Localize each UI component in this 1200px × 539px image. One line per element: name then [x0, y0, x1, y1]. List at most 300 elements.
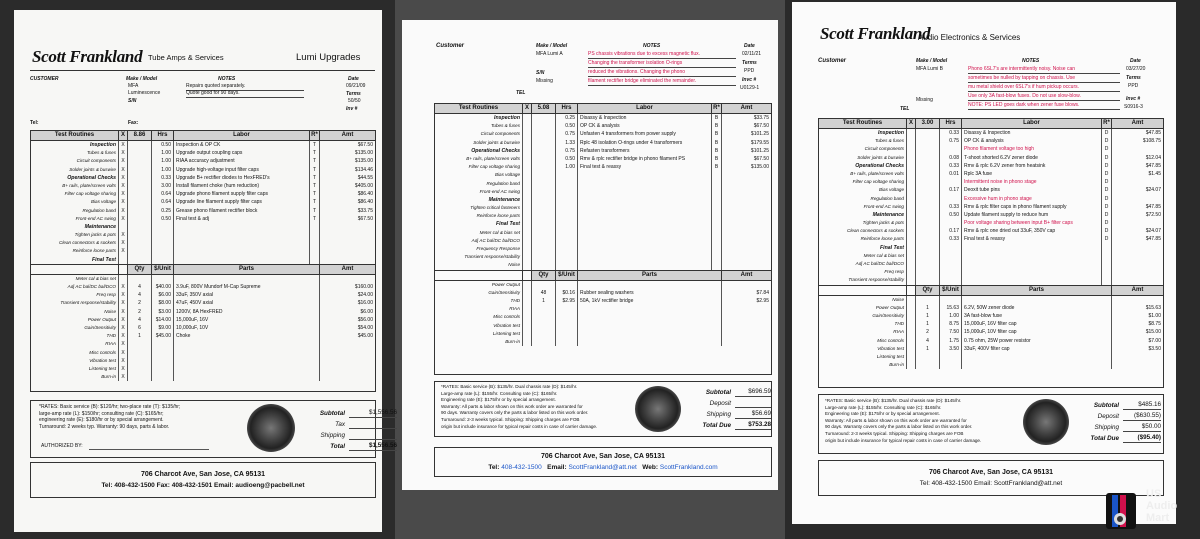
- routine-check: X: [119, 365, 128, 373]
- totals-value: ($95.40): [1123, 435, 1161, 443]
- footer-address: 706 Charcot Ave, San Jose, CA 95131: [540, 453, 666, 460]
- part-qty: [128, 357, 152, 365]
- brand-logo: Scott Frankland: [32, 47, 143, 66]
- routine-check: [907, 260, 916, 268]
- routine-hrs: [152, 247, 174, 255]
- totals-label: Subtotal: [1093, 402, 1119, 410]
- totals-label: Subtotal: [705, 389, 731, 397]
- routine-check: X: [119, 198, 128, 206]
- routine-hrs: [556, 212, 578, 220]
- part-unit-price: 1.75: [940, 337, 962, 345]
- parts-row: [31, 324, 375, 332]
- routine-rate-code: D: [1102, 129, 1112, 137]
- parts-row: [435, 305, 771, 313]
- part-description: [578, 313, 722, 321]
- part-qty: 4: [916, 337, 940, 345]
- make-value: MFA Lumi B: [916, 66, 943, 72]
- routine-check: X: [119, 349, 128, 357]
- part-description: 15,000uF, 16V: [174, 316, 320, 324]
- routine-blank: [128, 141, 152, 149]
- routine-name: Tubes & fuses: [435, 122, 523, 130]
- routine-rate-code: T: [310, 174, 320, 182]
- totals-label: Total Due: [702, 422, 731, 430]
- parts-row: [31, 291, 375, 299]
- table-row: [819, 195, 1163, 203]
- table-row: [819, 162, 1163, 170]
- part-unit-price: [940, 361, 962, 369]
- routine-labor: Grease phono filament rectifier block: [174, 207, 310, 215]
- routine-rate-code: D: [1102, 154, 1112, 162]
- model-value: Luminescence: [128, 90, 161, 96]
- col-qty: Qty: [128, 265, 152, 274]
- routine-name: RIAA: [819, 328, 907, 336]
- routine-name: Meter cal & bias set: [31, 275, 119, 283]
- col-amt: Amt: [1131, 120, 1144, 126]
- title-rule: [30, 70, 375, 71]
- routine-check: [523, 261, 532, 269]
- routine-check: [523, 330, 532, 338]
- routine-labor: Inspection & OP CK: [174, 141, 310, 149]
- routine-amt: [722, 220, 771, 228]
- routine-check: [523, 297, 532, 305]
- routine-name: Misc controls: [819, 337, 907, 345]
- routine-amt: [722, 229, 771, 237]
- note-line: sometimes be nulled by tapping on chassis. Use: [968, 75, 1120, 83]
- routine-blank: [916, 162, 940, 170]
- col-hours-total: 5.08: [532, 104, 556, 113]
- routine-check: [907, 276, 916, 284]
- table-row: [819, 227, 1163, 235]
- routine-hrs: 0.33: [152, 174, 174, 182]
- col-test-routines: Test Routines: [819, 119, 907, 128]
- routine-amt: [722, 180, 771, 188]
- part-amt: [1112, 296, 1163, 304]
- totals-row: [693, 386, 771, 397]
- part-description: 10,000uF, 10V: [174, 324, 320, 332]
- col-parts-amt: Amt: [1131, 286, 1144, 293]
- part-amt: [722, 281, 771, 289]
- routine-labor: Poor voltage sharing between input B+ filter caps: [962, 219, 1102, 227]
- routine-rate-code: [712, 196, 722, 204]
- totals-row: [307, 418, 397, 429]
- routine-labor: Upgrade output coupling caps: [174, 149, 310, 157]
- terms-label: Terms: [1126, 75, 1141, 81]
- col-hrs: Hrs: [152, 131, 174, 140]
- parts-row: [31, 357, 375, 365]
- table-row: [819, 268, 1163, 276]
- parts-blank: [819, 286, 907, 295]
- routine-hrs: [556, 180, 578, 188]
- fax-label: Fax:: [128, 120, 139, 126]
- routine-check: [907, 345, 916, 353]
- routine-labor: [578, 229, 712, 237]
- totals-row: [693, 419, 771, 430]
- labor-table-header: [435, 104, 771, 114]
- routine-labor: [962, 252, 1102, 260]
- routine-labor: [578, 196, 712, 204]
- part-unit-price: $6.00: [152, 291, 174, 299]
- part-qty: [128, 365, 152, 373]
- part-amt: [722, 322, 771, 330]
- routine-check: [907, 296, 916, 304]
- routine-check: [119, 256, 128, 264]
- routine-labor: [578, 180, 712, 188]
- routine-name: Operational Checks: [819, 162, 907, 170]
- routine-name: Listening test: [31, 365, 119, 373]
- routine-check: [907, 268, 916, 276]
- table-row: [31, 141, 375, 149]
- part-description: 33uF, 350V axial: [174, 291, 320, 299]
- note-line: Use only 3A fast-blow fuses. Do not use slow-blow.: [968, 93, 1120, 101]
- routine-blank: [128, 166, 152, 174]
- routine-labor: Refasten transformers: [578, 147, 712, 155]
- routine-rate-code: [712, 245, 722, 253]
- part-qty: 2: [128, 308, 152, 316]
- part-qty: 2: [916, 328, 940, 336]
- routine-hrs: 0.33: [940, 129, 962, 137]
- part-description: [174, 365, 320, 373]
- routine-blank: [532, 114, 556, 122]
- routine-check: [907, 320, 916, 328]
- table-row: [435, 130, 771, 138]
- routine-rate-code: T: [310, 207, 320, 215]
- rates-line: *RATES: Basic service (B): $135/hr. Dual chassis rate (D): $145/hr.: [441, 384, 578, 389]
- footer-email-link[interactable]: ScottFrankland@att.net: [568, 464, 637, 471]
- part-qty: [128, 349, 152, 357]
- routine-hrs: 0.50: [556, 122, 578, 130]
- routine-check: [907, 244, 916, 252]
- part-unit-price: [152, 275, 174, 283]
- customer-label: CUSTOMER: [30, 76, 59, 82]
- routine-check: [523, 322, 532, 330]
- routine-rate-code: [1102, 260, 1112, 268]
- totals-value: [349, 439, 397, 440]
- part-qty: [916, 361, 940, 369]
- routine-blank: [916, 178, 940, 186]
- footer-contact: Tel: 408-432-1500 Email: ScottFrankland@att.net: [919, 480, 1063, 487]
- routine-name: THD: [31, 332, 119, 340]
- routine-hrs: [152, 239, 174, 247]
- routine-hrs: 0.50: [940, 211, 962, 219]
- part-amt: [320, 373, 375, 381]
- totals-label: Deposit: [709, 400, 731, 408]
- terms-value: PPD: [1128, 83, 1139, 89]
- routine-labor: Upgrade high-voltage input filter caps: [174, 166, 310, 174]
- routine-labor: Install filament choke (hum reduction): [174, 182, 310, 190]
- routine-name: Tighten jacks & pots: [819, 219, 907, 227]
- routine-name: Burn-in: [435, 338, 523, 346]
- routine-name: THD: [819, 320, 907, 328]
- parts-row: [31, 340, 375, 348]
- part-amt: [320, 357, 375, 365]
- table-row: [435, 171, 771, 179]
- routine-labor: [962, 260, 1102, 268]
- routine-rate-code: D: [1102, 227, 1112, 235]
- parts-row: [31, 373, 375, 381]
- totals-row: [693, 408, 771, 419]
- routine-check: [523, 171, 532, 179]
- routine-amt: [722, 188, 771, 196]
- routine-amt: [320, 256, 375, 264]
- routine-rate-code: T: [310, 182, 320, 190]
- routine-rate-code: [712, 220, 722, 228]
- part-unit-price: $0.16: [556, 289, 578, 297]
- invoice-value: U0129-1: [740, 85, 760, 91]
- routine-blank: [532, 155, 556, 163]
- routine-blank: [532, 171, 556, 179]
- routine-name: Final Test: [31, 256, 119, 264]
- routine-labor: [962, 244, 1102, 252]
- routine-amt: [320, 231, 375, 239]
- table-row: [435, 180, 771, 188]
- routine-check: [907, 178, 916, 186]
- col-amt: Amt: [341, 132, 354, 138]
- routine-blank: [916, 268, 940, 276]
- routine-check: X: [119, 316, 128, 324]
- authorized-label: AUTHORIZED BY:: [41, 443, 83, 449]
- routine-labor: Final test & adj: [174, 215, 310, 223]
- routine-rate-code: T: [310, 215, 320, 223]
- totals-value: $485.16: [1123, 402, 1161, 410]
- routine-blank: [916, 186, 940, 194]
- terms-label: Terms: [742, 60, 757, 66]
- routine-blank: [532, 220, 556, 228]
- part-description: 33uF, 400V filter cap: [962, 345, 1112, 353]
- part-amt: [722, 313, 771, 321]
- col-unit: $/Unit: [940, 286, 962, 295]
- col-x: X: [523, 104, 532, 113]
- routine-labor: OP CK & analysis: [962, 137, 1102, 145]
- tel-label: Tel:: [30, 120, 39, 126]
- routine-check: [907, 162, 916, 170]
- col-r: R*: [712, 104, 722, 113]
- routine-amt: [1112, 252, 1163, 260]
- routine-name: Solder joints & buswire: [435, 139, 523, 147]
- routine-blank: [916, 252, 940, 260]
- routine-blank: [532, 253, 556, 261]
- table-row: [819, 252, 1163, 260]
- part-unit-price: $8.00: [152, 299, 174, 307]
- routine-check: [523, 130, 532, 138]
- routine-rate-code: D: [1102, 195, 1112, 203]
- date-value: 09/21/09: [346, 83, 366, 89]
- routine-amt: [1112, 219, 1163, 227]
- routine-blank: [532, 188, 556, 196]
- routine-amt: [1112, 145, 1163, 153]
- company-seal-image: [247, 404, 295, 452]
- routine-rate-code: [1102, 244, 1112, 252]
- col-parts: Parts: [578, 271, 722, 280]
- col-qty: Qty: [532, 271, 556, 280]
- make-model-label: Make / Model: [126, 76, 158, 82]
- routine-check: [119, 223, 128, 231]
- part-amt: $24.00: [357, 292, 373, 299]
- routine-name: Tubes & fuses: [31, 149, 119, 157]
- routine-hrs: [940, 178, 962, 186]
- table-row: [819, 276, 1163, 284]
- totals-value: $50.00: [1123, 424, 1161, 432]
- routine-hrs: 0.33: [940, 162, 962, 170]
- parts-row: [31, 365, 375, 373]
- routine-name: Noise: [435, 261, 523, 269]
- routine-check: X: [119, 215, 128, 223]
- table-row: [31, 207, 375, 215]
- col-test-routines: Test Routines: [31, 131, 119, 140]
- part-unit-price: $3.00: [152, 308, 174, 316]
- routine-check: [907, 203, 916, 211]
- rates-line: 90 days. Warranty covers only the parts & labor listed on this work order.: [825, 424, 973, 430]
- routine-amt: [722, 261, 771, 269]
- table-row: [31, 231, 375, 239]
- routine-hrs: 0.08: [940, 154, 962, 162]
- routine-hrs: [556, 171, 578, 179]
- routine-rate-code: [712, 229, 722, 237]
- part-description: [962, 361, 1112, 369]
- rates-line: Warranty: All parts & labor shown on this work order are warranted for: [441, 403, 583, 409]
- footer-tel[interactable]: 408-432-1500: [501, 464, 542, 471]
- routine-hrs: [940, 260, 962, 268]
- routine-labor: OP CK & analysis: [578, 122, 712, 130]
- routine-check: [907, 129, 916, 137]
- routine-name: Vibration test: [31, 357, 119, 365]
- part-unit-price: $14.00: [152, 316, 174, 324]
- routine-labor: Rmv & rplc rectifier bridge in phono filament PS: [578, 155, 712, 163]
- totals-row: [1081, 410, 1161, 421]
- routine-blank: [916, 244, 940, 252]
- routine-name: Circuit components: [31, 157, 119, 165]
- part-description: 15,000uF, 10V filter cap: [962, 328, 1112, 336]
- date-label: Date: [348, 76, 359, 82]
- part-description: [578, 338, 722, 346]
- table-row: [435, 147, 771, 155]
- routine-hrs: [556, 237, 578, 245]
- routine-check: [523, 245, 532, 253]
- table-row: [31, 215, 375, 223]
- routine-check: [523, 338, 532, 346]
- footer-web-link[interactable]: ScottFrankland.com: [659, 464, 718, 471]
- routine-rate-code: [712, 253, 722, 261]
- col-parts: Parts: [962, 286, 1112, 295]
- routine-labor: Update filament supply to reduce hum: [962, 211, 1102, 219]
- routine-check: [907, 170, 916, 178]
- routine-rate-code: D: [1102, 186, 1112, 194]
- rates-line: Turnaround: 2-3 weeks typical. Shipping: Shipping charges are FOB: [825, 430, 964, 436]
- routine-check: [523, 196, 532, 204]
- routine-hrs: [940, 244, 962, 252]
- parts-row: [31, 299, 375, 307]
- routine-rate-code: D: [1102, 178, 1112, 186]
- routine-labor: Unfasten 4 transformers from power supply: [578, 130, 712, 138]
- routine-check: X: [119, 357, 128, 365]
- routine-blank: [916, 145, 940, 153]
- totals-row: [307, 440, 397, 451]
- routine-amt: [1112, 195, 1163, 203]
- routine-name: Front-end AC swing: [31, 215, 119, 223]
- routine-amt: $33.75: [753, 115, 769, 121]
- routine-rate-code: [712, 180, 722, 188]
- footer-email-label: Email:: [547, 464, 567, 471]
- routine-rate-code: T: [310, 157, 320, 165]
- routine-name: Operational Checks: [31, 174, 119, 182]
- routine-rate-code: [310, 239, 320, 247]
- part-description: Choke: [174, 332, 320, 340]
- totals-label: Subtotal: [319, 410, 345, 418]
- parts-row: [819, 328, 1163, 336]
- routine-hrs: [556, 253, 578, 261]
- routine-check: [907, 312, 916, 320]
- routine-hrs: 1.00: [152, 157, 174, 165]
- routine-name: Vibration test: [435, 322, 523, 330]
- routine-amt: [1112, 268, 1163, 276]
- routine-name: Tubes & fuses: [819, 137, 907, 145]
- totals-label: Deposit: [1097, 413, 1119, 421]
- note-line: Repairs quoted separately.: [186, 83, 304, 91]
- part-unit-price: $9.00: [152, 324, 174, 332]
- routine-check: [907, 304, 916, 312]
- routine-name: Regulation band: [819, 195, 907, 203]
- routine-amt: [1112, 244, 1163, 252]
- part-description: 47uF, 450V axial: [174, 299, 320, 307]
- part-qty: 1: [916, 320, 940, 328]
- parts-row: [435, 281, 771, 289]
- routine-name: Power Output: [819, 304, 907, 312]
- routine-hrs: [152, 223, 174, 231]
- routine-amt: $67.50: [753, 155, 769, 162]
- routine-rate-code: D: [1102, 137, 1112, 145]
- routine-rate-code: [712, 261, 722, 269]
- routine-check: [523, 281, 532, 289]
- routine-name: Meter cal & bias set: [435, 229, 523, 237]
- totals-value: $1,556.56: [349, 443, 397, 451]
- part-amt: $6.00: [360, 308, 373, 315]
- routine-blank: [532, 196, 556, 204]
- parts-blank: [119, 265, 128, 274]
- routine-check: X: [119, 291, 128, 299]
- routine-labor: Final test & reassy: [962, 235, 1102, 243]
- routine-hrs: 0.50: [152, 215, 174, 223]
- routine-rate-code: T: [310, 141, 320, 149]
- table-row: [31, 190, 375, 198]
- rates-line: Warranty: All parts & labor shown on this work order are warranted for: [825, 417, 967, 423]
- note-line: NOTE: PS LED goes dark when zener fuse blows.: [968, 102, 1120, 110]
- routine-name: Noise: [819, 296, 907, 304]
- routine-blank: [532, 163, 556, 171]
- routine-hrs: 3.00: [152, 182, 174, 190]
- routine-labor: Rmv & rplc 6.2V zener from heatsink: [962, 162, 1102, 170]
- routine-name: Circuit components: [819, 145, 907, 153]
- routine-amt: [722, 237, 771, 245]
- routine-check: [523, 180, 532, 188]
- part-amt: $15.63: [1145, 304, 1161, 311]
- routine-name: Bias voltage: [819, 186, 907, 194]
- routine-hrs: 0.25: [152, 207, 174, 215]
- note-line: PS chassis vibrations due to excess magnetic flux.: [588, 51, 736, 59]
- routine-labor: Intermittent noise in phono stage: [962, 178, 1102, 186]
- routine-check: X: [119, 332, 128, 340]
- part-description: [174, 275, 320, 283]
- company-subtitle: Tube Amps & Services: [148, 53, 224, 62]
- routine-amt: $47.85: [1145, 203, 1161, 210]
- routine-amt: $135.00: [750, 164, 769, 171]
- totals-row: [307, 407, 397, 418]
- part-amt: [320, 349, 375, 357]
- routine-blank: [532, 237, 556, 245]
- routine-rate-code: [712, 212, 722, 220]
- speaker-icon: [1102, 489, 1146, 533]
- part-qty: [128, 275, 152, 283]
- col-test-routines: Test Routines: [435, 104, 523, 113]
- routine-amt: $24.07: [1145, 187, 1161, 194]
